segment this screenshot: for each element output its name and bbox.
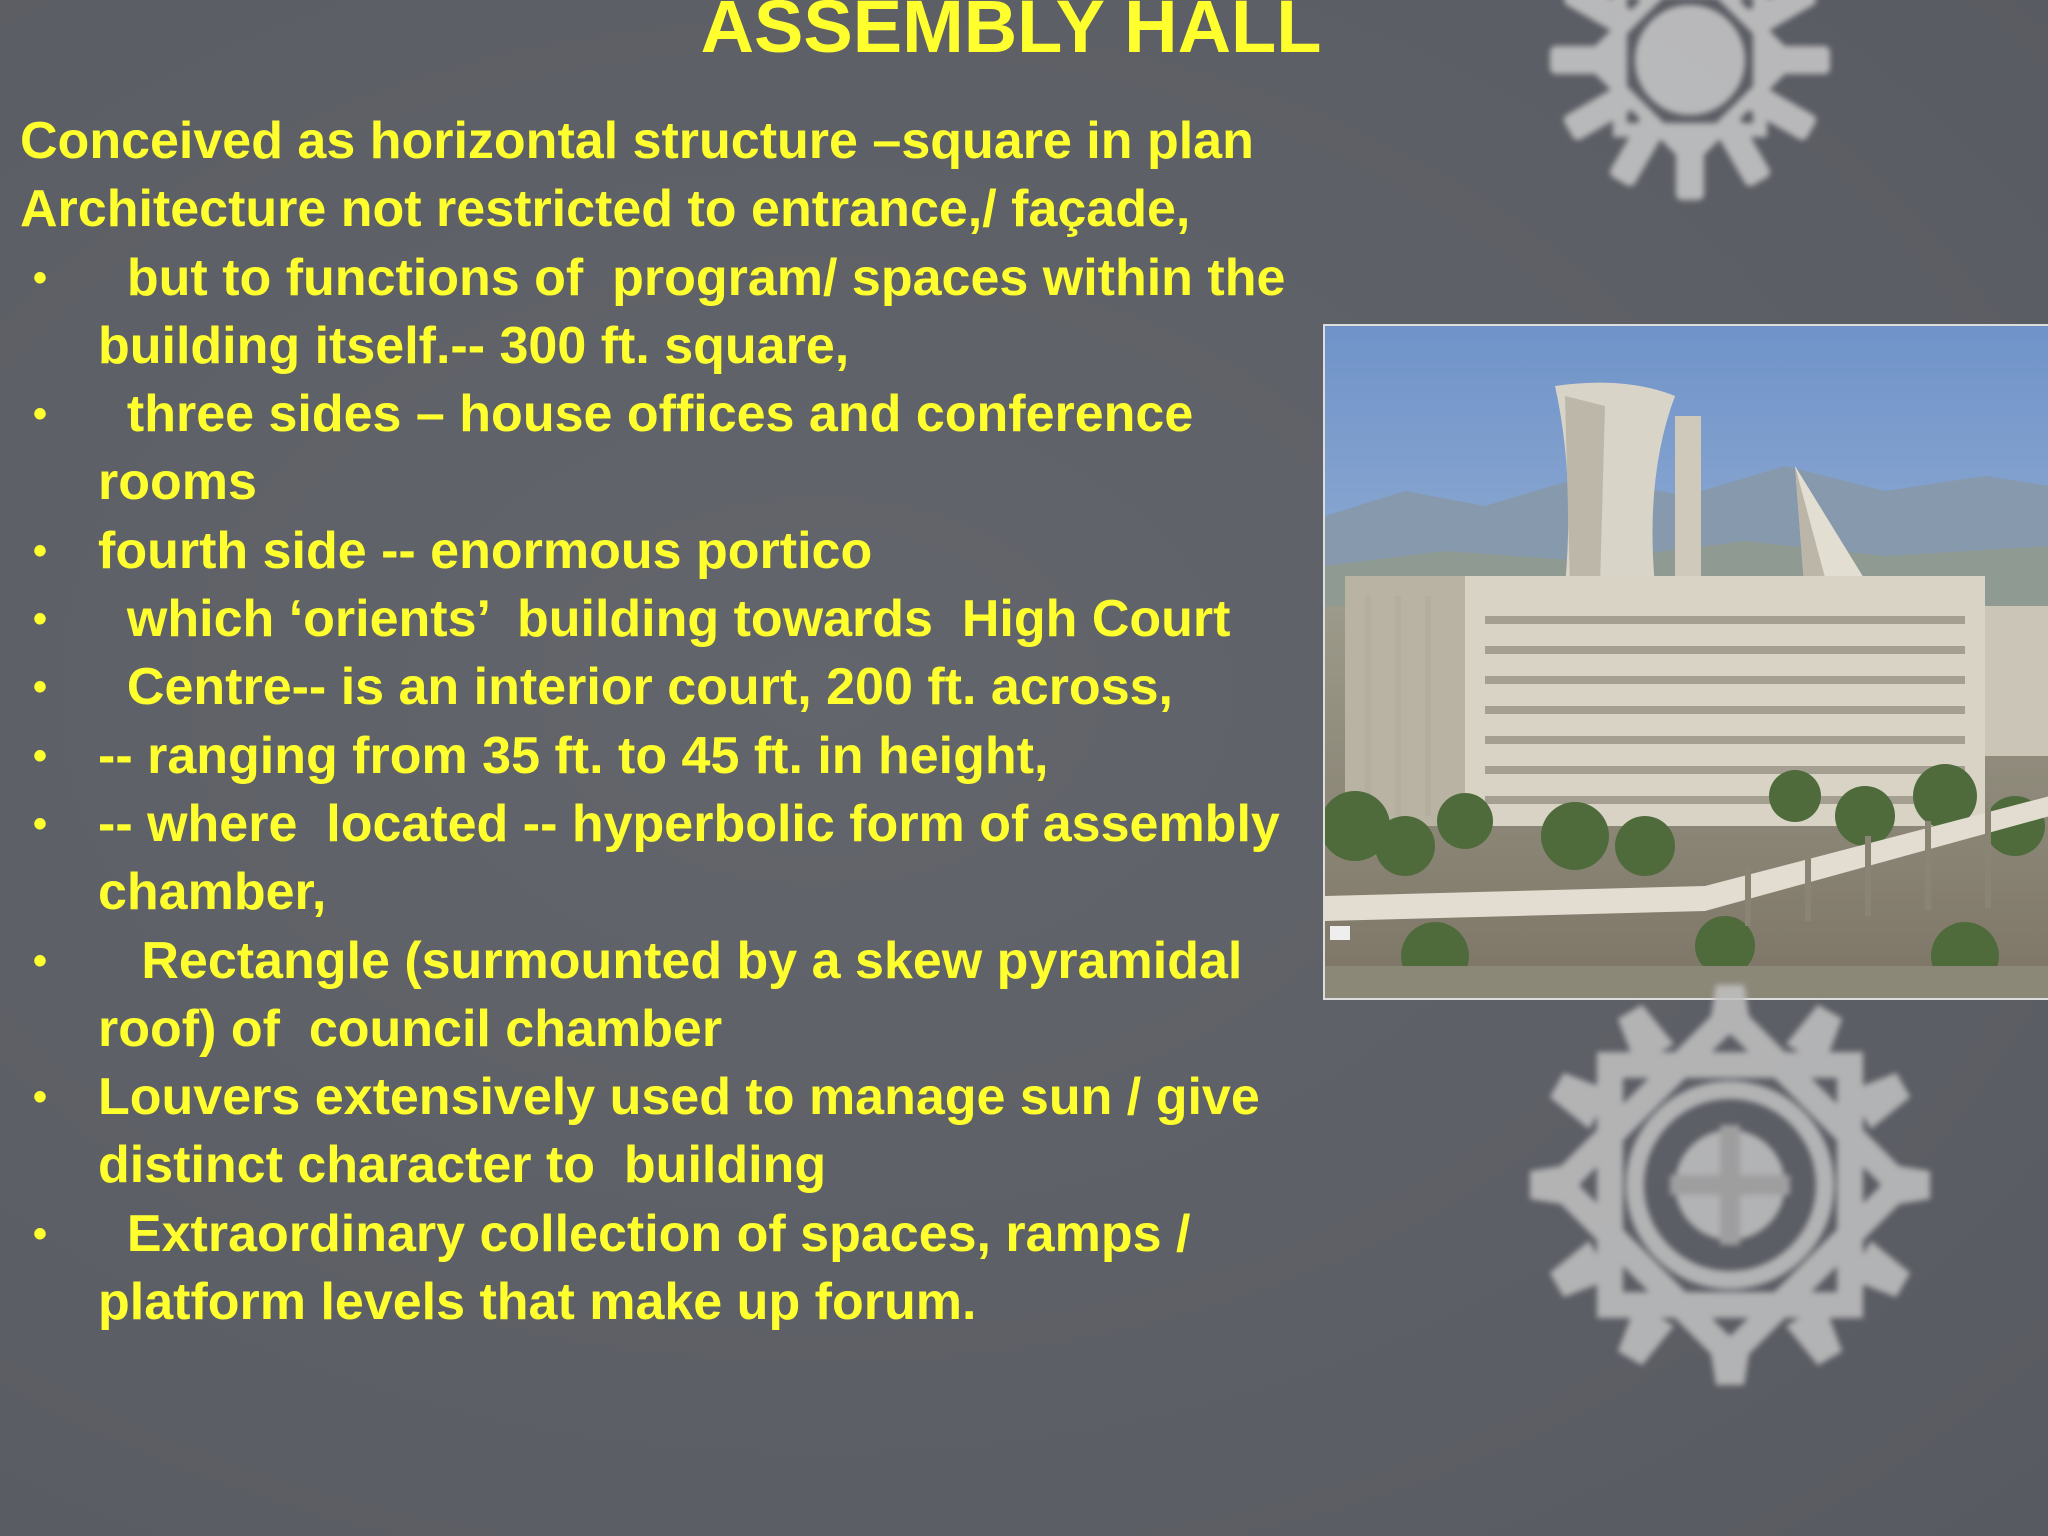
bullet-icon: • [32, 1211, 47, 1256]
list-item-text: -- ranging from 35 ft. to 45 ft. in height, [98, 726, 1049, 785]
intro-line: Conceived as horizontal structure –square in plan [20, 112, 1254, 170]
bullet-list [20, 244, 1320, 1337]
list-item [20, 722, 1320, 790]
list-item [20, 1200, 1320, 1337]
list-item-text: three sides – house offices and conference rooms [98, 385, 1208, 512]
bullet-icon: • [32, 1075, 47, 1120]
list-item-text: which ‘orients’ building towards High Court [98, 590, 1231, 649]
list-item [20, 927, 1320, 1064]
list-item-text: -- where located -- hyperbolic form of assembly chamber, [98, 794, 1295, 922]
bullet-icon: • [32, 665, 47, 710]
bullet-icon: • [32, 392, 47, 437]
bullet-icon: • [32, 801, 47, 846]
slide-title: ASSEMBLY HALL [700, 0, 1322, 68]
intro-line: Architecture not restricted to entrance,/ façade, [20, 180, 1191, 239]
list-item [20, 653, 1320, 721]
list-item [20, 1063, 1320, 1200]
list-item-text: Centre-- is an interior court, 200 ft. across, [98, 658, 1173, 717]
slide-body [20, 107, 1320, 1336]
bullet-icon: • [32, 938, 47, 983]
list-item-text: Rectangle (surmounted by a skew pyramidal roof) of council chamber [98, 931, 1257, 1058]
bullet-icon: • [32, 255, 47, 300]
list-item-text: Extraordinary collection of spaces, ramps / platform levels that make up forum. [98, 1204, 1205, 1332]
list-item [20, 790, 1320, 927]
snowflake-ornament-bottom-icon [1500, 975, 1960, 1400]
list-item [20, 380, 1320, 517]
list-item [20, 244, 1320, 381]
list-item-text: Louvers extensively used to manage sun / give distinct character to building [98, 1068, 1275, 1195]
list-item [20, 585, 1320, 653]
assembly-building-photo [1323, 324, 2048, 1000]
list-item-text: but to functions of program/ spaces within the building itself.-- 300 ft. square, [98, 248, 1300, 375]
bullet-icon: • [32, 597, 47, 642]
bullet-icon: • [32, 733, 47, 778]
bullet-icon: • [32, 528, 47, 573]
list-item [20, 517, 1320, 585]
list-item-text: fourth side -- enormous portico [98, 521, 873, 580]
